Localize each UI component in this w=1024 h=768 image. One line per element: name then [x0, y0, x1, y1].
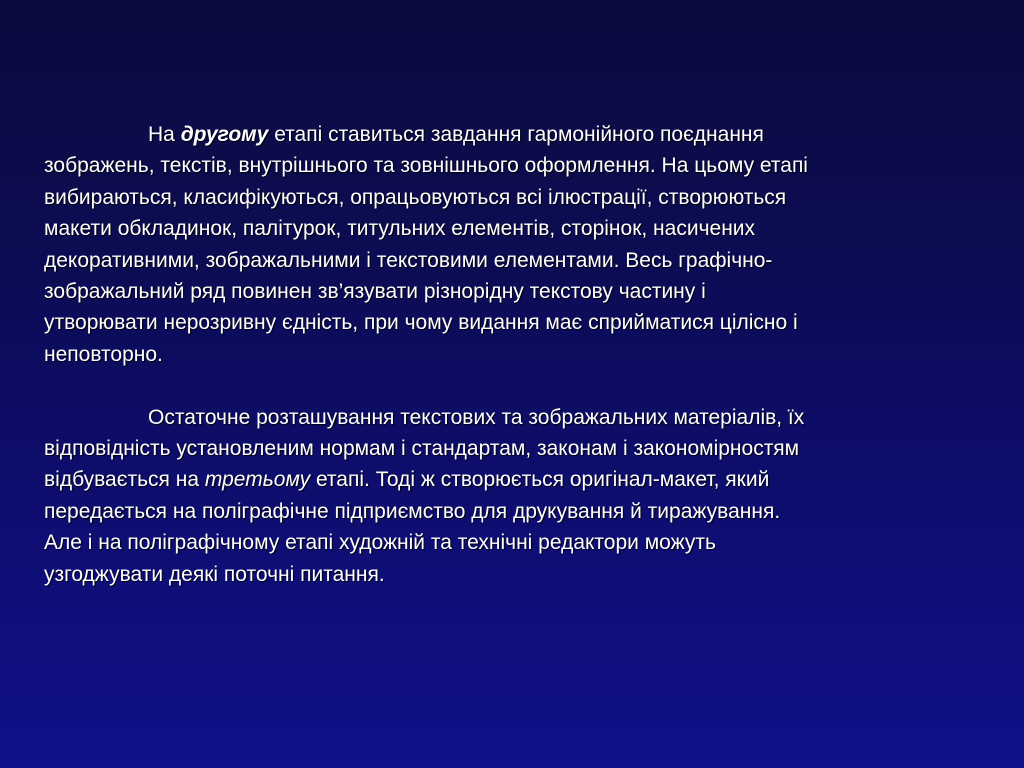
paragraph-2-line-6: узгоджувати деякі поточні питання. — [44, 562, 385, 586]
paragraph-1-line-2: зображень, текстів, внутрішнього та зовнішнього оформлення. На цьому етапі — [44, 154, 808, 178]
paragraph-1-line-3: вибираються, класифікуються, опрацьовуються всі ілюстрації, створюються — [44, 185, 787, 209]
text-run: етапі. Тоді ж створюється оригінал-макет, який — [310, 468, 770, 492]
text-run: етапі ставиться завдання гармонійного поєднання — [268, 123, 764, 146]
paragraph-1-line-8: неповторно. — [44, 342, 163, 366]
paragraph-1-line-6: зображальний ряд повинен зв’язувати різнорідну текстову частину і — [44, 280, 706, 304]
text-run: відбувається на — [44, 468, 205, 492]
paragraph-1-line-4: макети обкладинок, палітурок, титульних елементів, сторінок, насичених — [44, 217, 756, 241]
paragraph-2-line-1: Остаточне розташування текстових та зображальних матеріалів, їх — [148, 405, 805, 429]
emphasis-third: третьому — [204, 468, 311, 492]
paragraph-1-line-1 — [44, 119, 984, 150]
slide-text-body — [44, 119, 984, 590]
emphasis-second: другому — [180, 123, 269, 146]
paragraph-2-line-4: передається на поліграфічне підприємство для друкування й тиражування. — [44, 499, 781, 523]
paragraph-third-stage — [44, 402, 984, 590]
paragraph-second-stage — [44, 119, 984, 370]
paragraph-1-line-7: утворювати нерозривну єдність, при чому видання має сприйматися цілісно і — [44, 311, 798, 335]
paragraph-2-line-5: Але і на поліграфічному етапі художній та технічні редактори можуть — [44, 531, 716, 555]
paragraph-1-line-5: декоративними, зображальними і текстовими елементами. Весь графічно- — [44, 248, 773, 272]
paragraph-2-line-2: відповідність установленим нормам і стандартам, законам і закономірностям — [44, 437, 800, 461]
text-run: На — [148, 123, 181, 146]
paragraph-2-line-3 — [44, 464, 984, 495]
